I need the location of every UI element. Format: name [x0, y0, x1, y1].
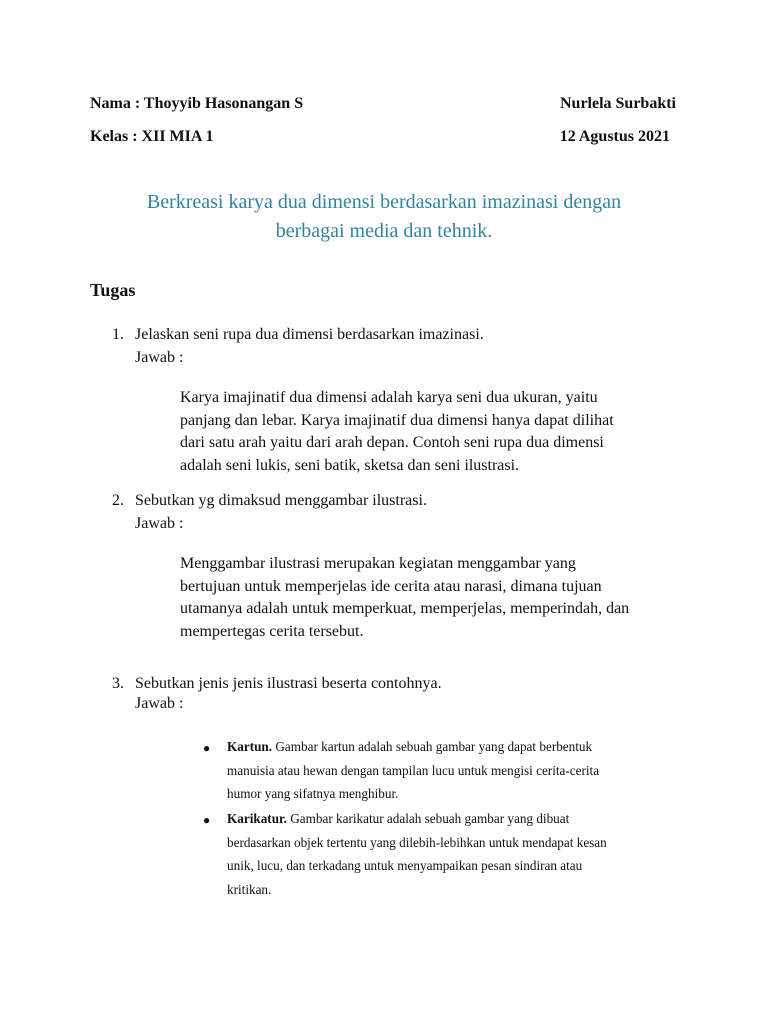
- bullet-line: humor yang sifatnya menghibur.: [227, 786, 399, 801]
- question-3-text: Sebutkan jenis jenis ilustrasi beserta contohnya.: [135, 675, 442, 692]
- bullet-term: Kartun.: [227, 739, 273, 754]
- answer-line: dari satu arah yaitu dari arah depan. Contoh seni rupa dua dimensi: [180, 434, 604, 451]
- page-title-line-1: Berkreasi karya dua dimensi berdasarkan imazinasi dengan: [146, 191, 622, 213]
- document-date: 12 Agustus 2021: [559, 128, 670, 145]
- bullet-icon: ●: [203, 741, 211, 755]
- bullet-line: manuisia atau hewan dengan tampilan lucu untuk mengisi cerita-cerita: [227, 762, 600, 778]
- question-1-answer: [180, 387, 614, 477]
- bullet-line: unik, lucu, dan terkadang untuk menyampaikan pesan sindiran atau: [227, 858, 583, 873]
- question-3-number: 3.: [112, 675, 124, 692]
- answer-line: mempertegas cerita tersebut.: [180, 622, 364, 640]
- question-2-answer-label: Jawab :: [135, 515, 184, 532]
- page-title-line-2: berbagai media dan tehnik.: [275, 220, 493, 242]
- teacher-name: Nurlela Surbakti: [559, 95, 676, 112]
- question-2-text: Sebutkan yg dimaksud menggambar ilustrasi.: [135, 492, 427, 509]
- bullet-icon: ●: [203, 813, 211, 827]
- section-heading: Tugas: [90, 280, 136, 300]
- bullet-term: Karikatur.: [227, 811, 287, 826]
- answer-line: bertujuan untuk memperjelas ide cerita atau narasi, dimana tujuan: [180, 577, 602, 595]
- bullet-line: kritikan.: [227, 881, 272, 897]
- answer-line: utamanya adalah untuk memperkuat, memperjelas, memperindah, dan: [180, 600, 630, 617]
- bullet-text: Gambar karikatur adalah sebuah gambar yang dibuat: [286, 811, 570, 826]
- bullet-item-karikatur: [227, 807, 607, 901]
- question-2-number: 2.: [112, 492, 124, 509]
- page-title: [0, 188, 768, 246]
- question-1-text: Jelaskan seni rupa dua dimensi berdasarkan imazinasi.: [135, 326, 484, 343]
- question-2-answer: [180, 553, 629, 643]
- question-1-answer-label: Jawab :: [135, 349, 184, 366]
- answer-line: Karya imajinatif dua dimensi adalah karya seni dua ukuran, yaitu: [180, 389, 598, 406]
- question-3-answer-label: Jawab :: [135, 695, 184, 712]
- answer-line: Menggambar ilustrasi merupakan kegiatan menggambar yang: [180, 555, 576, 572]
- bullet-text: Gambar kartun adalah sebuah gambar yang dapat berbentuk: [272, 739, 593, 754]
- bullet-line: berdasarkan objek tertentu yang dilebih-lebihkan untuk mendapat kesan: [227, 834, 607, 850]
- answer-line: panjang dan lebar. Karya imajinatif dua dimensi hanya dapat dilihat: [180, 411, 614, 429]
- question-1-number: 1.: [112, 326, 124, 343]
- student-class: Kelas : XII MIA 1: [90, 128, 214, 145]
- bullet-item-kartun: [227, 735, 599, 806]
- student-name: Nama : Thoyyib Hasonangan S: [90, 95, 304, 112]
- answer-line: adalah seni lukis, seni batik, sketsa dan seni ilustrasi.: [180, 456, 520, 474]
